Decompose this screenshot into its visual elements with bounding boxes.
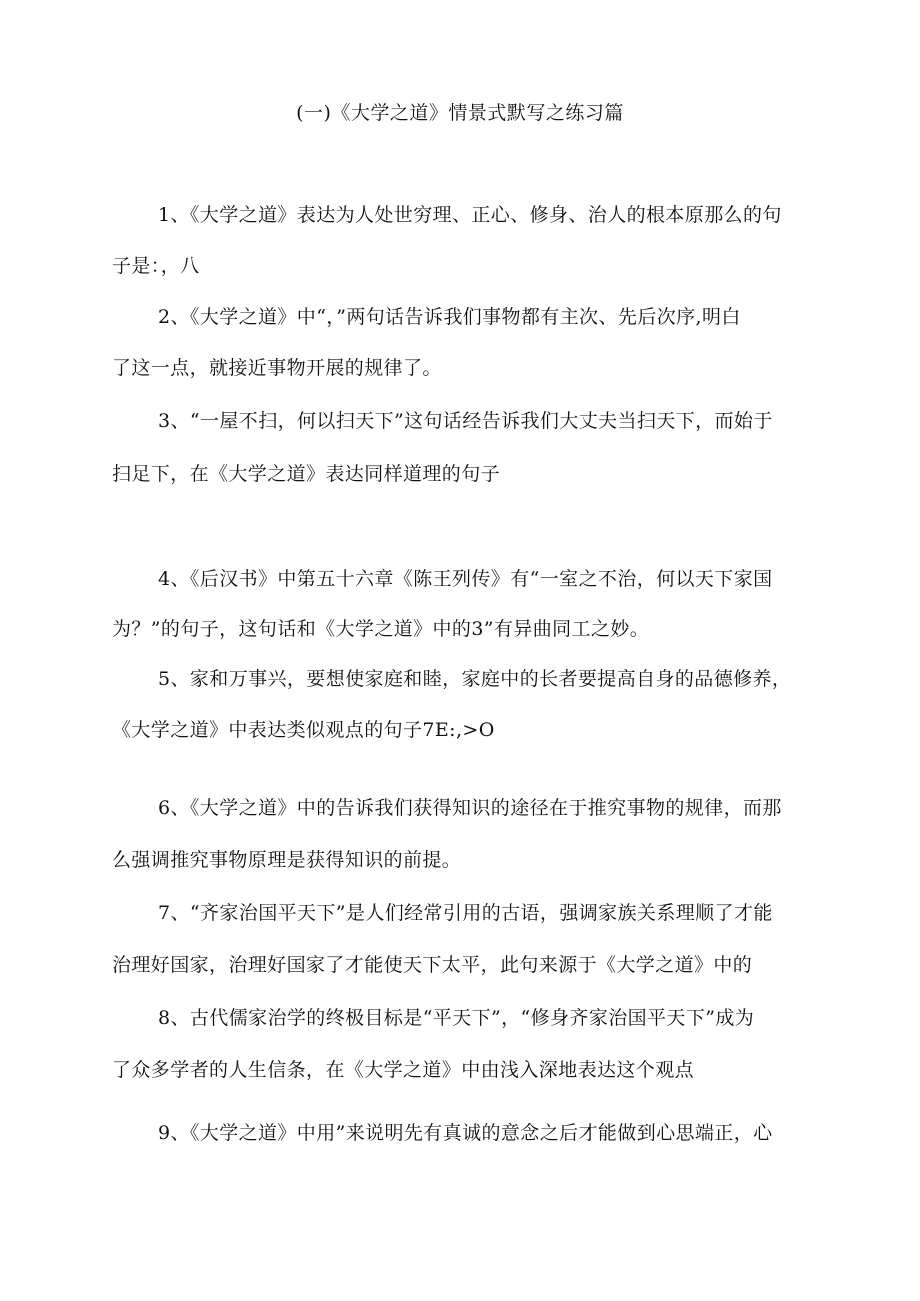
question-6-line-2: 么强调推究事物原理是获得知识的前提。 — [112, 849, 462, 871]
page-title: (一)《大学之道》情景式默写之练习篇 — [296, 102, 624, 124]
question-1-line-1: 1、《大学之道》表达为人处世穷理、正心、修身、治人的根本原那么的句 — [158, 204, 782, 226]
question-5-line-2: 《大学之道》中表达类似观点的句子7E:,>O — [112, 719, 495, 741]
question-6-line-1: 6、《大学之道》中的告诉我们获得知识的途径在于推究事物的规律，而那 — [158, 797, 782, 819]
question-7-line-2: 治理好国家，治理好国家了才能使天下太平，此句来源于《大学之道》中的 — [112, 954, 753, 976]
question-1-line-2: 子是：，八 — [112, 255, 200, 277]
question-9-line-1: 9、《大学之道》中用”来说明先有真诚的意念之后才能做到心思端正，心 — [158, 1122, 773, 1144]
question-7-line-1: 7、“齐家治国平天下”是人们经常引用的古语，强调家族关系理顺了才能 — [158, 902, 773, 924]
question-2-line-1: 2、《大学之道》中“，”两句话告诉我们事物都有主次、先后次序,明白 — [158, 306, 741, 328]
question-3-line-1: 3、“一屋不扫，何以扫天下”这句话经告诉我们大丈夫当扫天下，而始于 — [158, 410, 773, 432]
question-8-line-1: 8、古代儒家治学的终极目标是“平天下”，“修身齐家治国平天下”成为 — [158, 1007, 755, 1029]
question-5-line-1: 5、家和万事兴，要想使家庭和睦，家庭中的长者要提高自身的品德修养， — [158, 668, 792, 690]
question-8-line-2: 了众多学者的人生信条，在《大学之道》中由浅入深地表达这个观点 — [112, 1059, 695, 1081]
question-4-line-1: 4、《后汉书》中第五十六章《陈王列传》有“一室之不治，何以天下家国 — [158, 568, 773, 590]
question-3-line-2: 扫足下，在《大学之道》表达同样道理的句子 — [112, 463, 501, 485]
question-2-line-2: 了这一点，就接近事物开展的规律了。 — [112, 357, 442, 379]
question-4-line-2: 为？”的句子，这句话和《大学之道》中的3”有异曲同工之妙。 — [112, 618, 650, 640]
